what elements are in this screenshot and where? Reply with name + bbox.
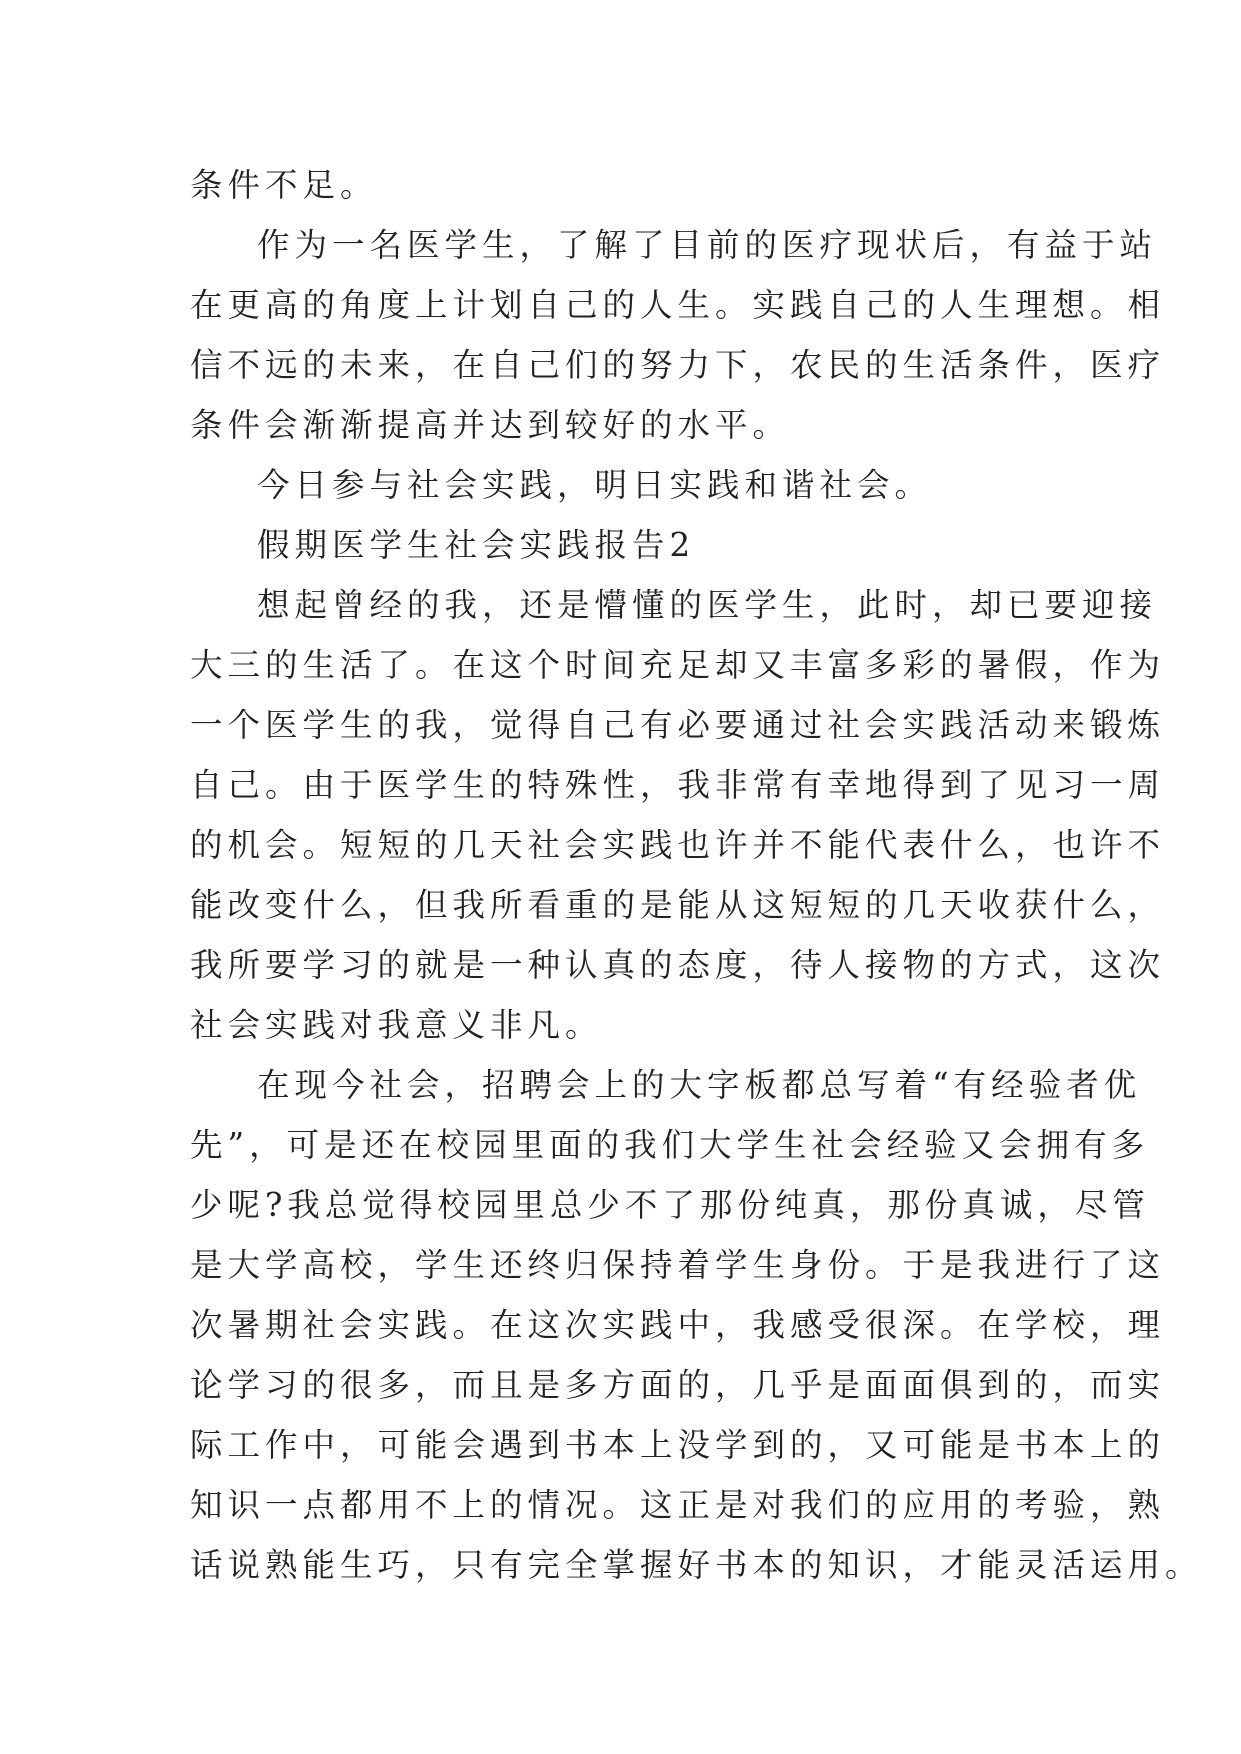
text-line: 在现今社会，招聘会上的大字板都总写着“有经验者优 xyxy=(257,1066,1142,1104)
text-line: 想起曾经的我，还是懵懂的医学生，此时，却已要迎接 xyxy=(257,586,1158,624)
text-line: 论学习的很多，而且是多方面的，几乎是面面俱到的，而实 xyxy=(190,1366,1166,1404)
text-line: 条件会渐渐提高并达到较好的水平。 xyxy=(190,406,791,444)
text-line: 信不远的未来，在自己们的努力下，农民的生活条件，医疗 xyxy=(190,346,1166,384)
text-line: 一个医学生的我，觉得自己有必要通过社会实践活动来锻炼 xyxy=(190,706,1166,744)
document-body xyxy=(190,155,1203,1595)
text-line: 在更高的角度上计划自己的人生。实践自己的人生理想。相 xyxy=(190,286,1166,324)
text-line: 是大学高校，学生还终归保持着学生身份。于是我进行了这 xyxy=(190,1246,1166,1284)
text-line: 假期医学生社会实践报告2 xyxy=(257,526,696,564)
text-line: 社会实践对我意义非凡。 xyxy=(190,1006,603,1044)
text-line: 作为一名医学生，了解了目前的医疗现状后，有益于站 xyxy=(257,226,1158,264)
text-line: 际工作中，可能会遇到书本上没学到的，又可能是书本上的 xyxy=(190,1426,1166,1464)
text-line: 能改变什么，但我所看重的是能从这短短的几天收获什么， xyxy=(190,886,1166,924)
text-line: 今日参与社会实践，明日实践和谐社会。 xyxy=(257,466,933,504)
text-line: 的机会。短短的几天社会实践也许并不能代表什么，也许不 xyxy=(190,826,1166,864)
text-line: 先”，可是还在校园里面的我们大学生社会经验又会拥有多 xyxy=(190,1126,1150,1164)
text-line: 自己。由于医学生的特殊性，我非常有幸地得到了见习一周 xyxy=(190,766,1166,804)
text-line: 次暑期社会实践。在这次实践中，我感受很深。在学校，理 xyxy=(190,1306,1166,1344)
text-line: 大三的生活了。在这个时间充足却又丰富多彩的暑假，作为 xyxy=(190,646,1166,684)
text-line: 少呢?我总觉得校园里总少不了那份纯真，那份真诚，尽管 xyxy=(190,1186,1150,1224)
text-line: 话说熟能生巧，只有完全掌握好书本的知识，才能灵活运用。 xyxy=(190,1546,1203,1584)
text-line: 知识一点都用不上的情况。这正是对我们的应用的考验，熟 xyxy=(190,1486,1166,1524)
text-line: 条件不足。 xyxy=(190,166,378,204)
text-line: 我所要学习的就是一种认真的态度，待人接物的方式，这次 xyxy=(190,946,1166,984)
